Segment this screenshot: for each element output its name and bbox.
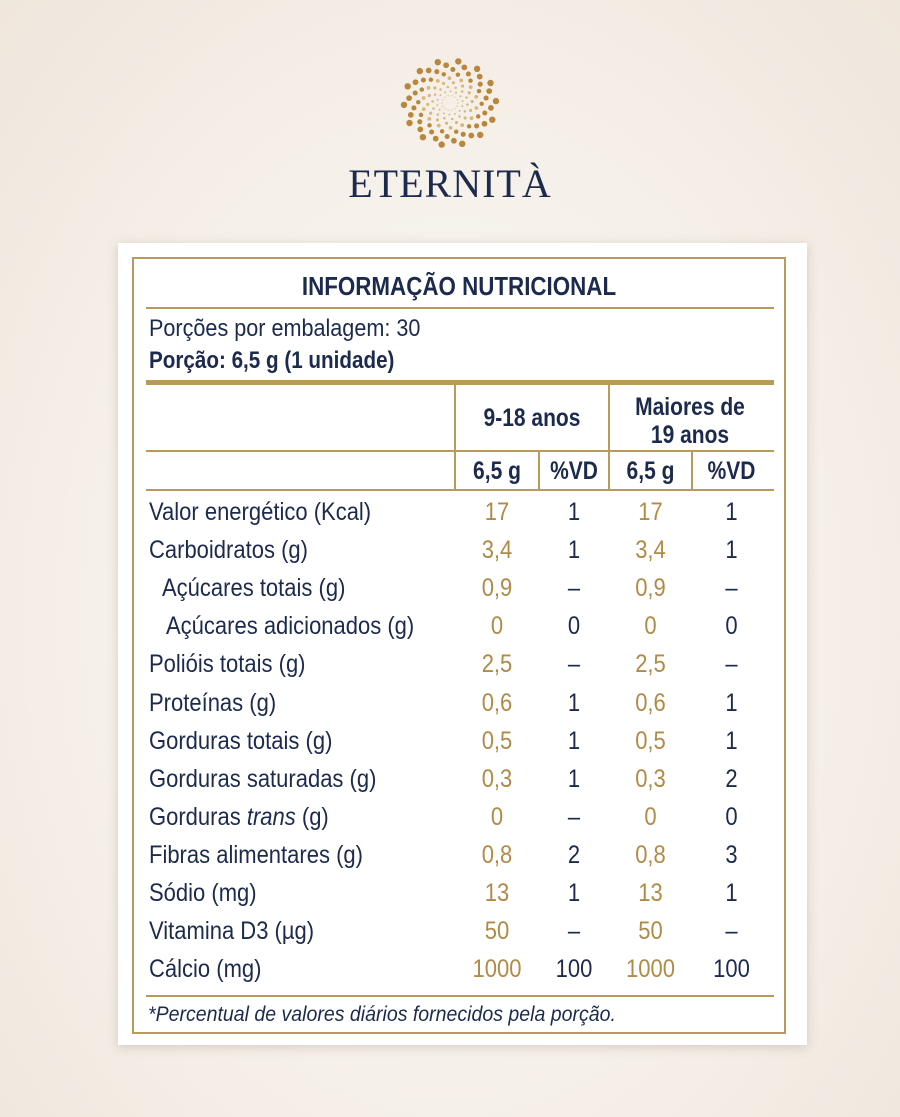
logo-dot bbox=[457, 99, 458, 100]
column-divider bbox=[454, 385, 456, 491]
divider bbox=[146, 995, 774, 997]
logo-dot bbox=[475, 106, 479, 110]
logo-dot bbox=[420, 87, 424, 91]
nutrient-label: Proteínas (g) bbox=[149, 688, 277, 717]
logo-dot bbox=[464, 116, 467, 119]
nutrient-value: – bbox=[725, 917, 738, 946]
group-header-19-plus: Maiores de 19 anos bbox=[635, 393, 745, 449]
nutrient-value: 1 bbox=[725, 688, 738, 717]
nutrient-label: Fibras alimentares (g) bbox=[149, 840, 363, 869]
logo-dot bbox=[437, 113, 440, 116]
nutrient-value: 13 bbox=[638, 879, 663, 907]
logo-dot bbox=[442, 72, 446, 76]
logo-dot bbox=[439, 141, 445, 147]
divider bbox=[146, 307, 774, 309]
logo-dot bbox=[493, 98, 499, 104]
logo-dot bbox=[477, 132, 483, 138]
table-row bbox=[134, 912, 784, 950]
logo-dot bbox=[445, 134, 450, 139]
logo-dot bbox=[468, 91, 471, 94]
logo-dot bbox=[487, 80, 493, 86]
logo-dot bbox=[466, 103, 469, 106]
logo-dot bbox=[413, 79, 419, 85]
nutrient-value: 0,6 bbox=[635, 688, 666, 717]
nutrient-value: 0 bbox=[567, 612, 581, 641]
nutrient-value: – bbox=[567, 650, 581, 679]
logo-dot bbox=[408, 112, 414, 118]
nutrient-value: 100 bbox=[555, 955, 593, 984]
logo-dot bbox=[439, 109, 441, 111]
logo-dot bbox=[416, 100, 420, 104]
logo-dot bbox=[471, 100, 474, 103]
column-divider bbox=[691, 452, 693, 491]
nutrient-value: 1 bbox=[725, 726, 738, 755]
logo-dot bbox=[469, 109, 472, 112]
portion-size: Porção: 6,5 g (1 unidade) bbox=[149, 347, 395, 374]
table-row bbox=[134, 645, 784, 683]
logo-dot bbox=[478, 82, 483, 87]
logo-dot bbox=[433, 136, 439, 142]
logo-dot bbox=[454, 86, 457, 89]
logo-dot bbox=[422, 96, 426, 100]
gold-dotted-spiral-icon bbox=[395, 55, 505, 150]
logo-dot bbox=[448, 76, 452, 80]
logo-dot bbox=[439, 94, 441, 96]
logo-dot bbox=[405, 83, 411, 89]
logo-dot bbox=[484, 96, 489, 101]
logo-dot bbox=[450, 67, 455, 72]
nutrient-value: 0,5 bbox=[635, 726, 666, 755]
logo-dot bbox=[417, 119, 422, 124]
nutrient-value: 1 bbox=[567, 764, 581, 793]
logo-dot bbox=[443, 112, 445, 114]
logo-dot bbox=[406, 120, 412, 126]
nutrient-value: 1 bbox=[567, 688, 581, 717]
logo-dot bbox=[447, 86, 450, 89]
logo-dot bbox=[441, 102, 442, 103]
nutrient-label: Vitamina D3 (µg) bbox=[149, 917, 315, 946]
logo-dot bbox=[470, 116, 474, 120]
nutrient-value: 1 bbox=[567, 498, 581, 526]
nutrient-label: Gorduras saturadas (g) bbox=[149, 764, 377, 793]
logo-dot bbox=[427, 86, 431, 90]
nutrient-value: 1 bbox=[725, 879, 738, 907]
logo-dot bbox=[451, 110, 452, 111]
servings-per-package: Porções por embalagem: 30 bbox=[149, 315, 421, 342]
logo-dot bbox=[468, 133, 474, 139]
nutrient-value: 0,6 bbox=[481, 688, 513, 717]
logo-dot bbox=[459, 141, 465, 147]
logo-dot bbox=[413, 90, 418, 95]
logo-dot bbox=[434, 93, 437, 96]
logo-dot bbox=[461, 65, 467, 71]
logo-dot bbox=[406, 95, 412, 101]
nutrient-value: 1000 bbox=[626, 955, 675, 984]
logo-dot bbox=[421, 78, 426, 83]
logo-dot bbox=[448, 95, 449, 96]
table-row bbox=[134, 531, 784, 569]
logo-dot bbox=[411, 105, 416, 110]
logo-dot bbox=[439, 88, 442, 91]
logo-dot bbox=[420, 134, 426, 140]
logo-dot bbox=[417, 68, 423, 74]
nutrient-value: 0,9 bbox=[481, 574, 513, 603]
nutrient-value: 0 bbox=[490, 802, 504, 831]
logo-dot bbox=[454, 108, 455, 109]
nutrient-value: 100 bbox=[713, 955, 750, 984]
logo-dot bbox=[489, 117, 495, 123]
brand-name: ETERNITÀ bbox=[348, 161, 552, 206]
nutrient-label: Açúcares totais (g) bbox=[162, 574, 346, 603]
logo-dot bbox=[436, 79, 440, 83]
table-title: INFORMAÇÃO NUTRICIONAL bbox=[301, 271, 617, 301]
logo-dot bbox=[467, 124, 471, 128]
logo-dot bbox=[443, 62, 449, 68]
table-row bbox=[134, 950, 784, 988]
nutrient-value: 0 bbox=[725, 612, 738, 641]
logo-dot bbox=[442, 82, 445, 85]
nutrient-value: 0 bbox=[644, 802, 657, 831]
logo-dot bbox=[451, 138, 457, 144]
logo-dot bbox=[419, 113, 423, 117]
table-row bbox=[134, 569, 784, 607]
logo-dot bbox=[444, 97, 445, 98]
nutrient-value: 2 bbox=[567, 840, 581, 869]
divider bbox=[146, 450, 774, 452]
nutrient-value: 0 bbox=[725, 802, 738, 831]
logo-dot bbox=[459, 95, 461, 97]
logo-dot bbox=[461, 85, 464, 88]
logo-dot bbox=[417, 127, 423, 133]
nutrient-value: 0,8 bbox=[635, 840, 666, 869]
logo bbox=[0, 55, 900, 150]
logo-dot bbox=[457, 102, 458, 103]
logo-dot bbox=[433, 86, 436, 89]
table-row bbox=[134, 760, 784, 798]
nutrient-value: 13 bbox=[484, 879, 510, 907]
logo-dot bbox=[461, 132, 466, 137]
logo-dot bbox=[451, 95, 452, 96]
logo-dot bbox=[474, 66, 480, 72]
logo-dot bbox=[455, 121, 458, 124]
nutrient-label: Polióis totais (g) bbox=[149, 650, 306, 679]
logo-dot bbox=[436, 118, 439, 121]
logo-dot bbox=[486, 88, 492, 94]
nutrient-value: – bbox=[725, 574, 738, 603]
nutrient-label: Valor energético (Kcal) bbox=[149, 498, 372, 526]
logo-dot bbox=[432, 107, 435, 110]
nutrient-value: – bbox=[567, 802, 581, 831]
logo-dot bbox=[401, 102, 407, 108]
logo-dot bbox=[443, 117, 446, 120]
logo-dot bbox=[442, 99, 443, 100]
logo-dot bbox=[465, 96, 468, 99]
logo-dot bbox=[455, 92, 457, 94]
logo-dot bbox=[445, 122, 448, 125]
nutrient-value: 3,4 bbox=[481, 536, 513, 565]
subheader-portion: 6,5 g bbox=[626, 457, 675, 485]
logo-dot bbox=[477, 89, 481, 93]
nutrient-label-prefix: Gorduras bbox=[149, 802, 247, 831]
logo-dot bbox=[461, 90, 464, 93]
nutrient-value: 17 bbox=[484, 498, 510, 526]
nutrient-label bbox=[149, 798, 329, 836]
logo-dot bbox=[435, 59, 441, 65]
subheader-vd: %VD bbox=[550, 457, 598, 485]
table-row bbox=[134, 684, 784, 722]
logo-dot bbox=[429, 77, 433, 81]
logo-dot bbox=[460, 123, 464, 127]
logo-dot bbox=[429, 112, 432, 115]
nutrient-label-italic: trans bbox=[246, 802, 296, 831]
logo-dot bbox=[448, 114, 450, 116]
logo-dot bbox=[427, 123, 431, 127]
nutrition-table bbox=[132, 257, 786, 1034]
nutrient-value: 1 bbox=[567, 879, 581, 907]
nutrient-label: Açúcares adicionados (g) bbox=[166, 612, 415, 641]
nutrient-value: 1 bbox=[725, 536, 738, 565]
logo-dot bbox=[442, 106, 443, 107]
nutrient-label: Sódio (mg) bbox=[149, 879, 257, 907]
table-row bbox=[134, 722, 784, 760]
logo-dot bbox=[444, 108, 445, 109]
logo-dot bbox=[428, 94, 431, 97]
nutrient-value: 0,9 bbox=[635, 574, 666, 603]
logo-dot bbox=[454, 113, 456, 115]
nutrient-value: 2,5 bbox=[481, 650, 513, 679]
logo-dot bbox=[466, 71, 471, 76]
logo-dot bbox=[455, 58, 461, 64]
logo-dot bbox=[454, 129, 458, 133]
logo-dot bbox=[426, 103, 429, 106]
nutrient-value: 3,4 bbox=[635, 536, 666, 565]
logo-dot bbox=[468, 78, 472, 82]
nutrient-value: 1 bbox=[567, 536, 581, 565]
table-row bbox=[134, 836, 784, 874]
nutrient-value: 50 bbox=[484, 917, 510, 946]
subheader-vd: %VD bbox=[707, 457, 756, 485]
logo-dot bbox=[474, 123, 479, 128]
nutrient-value: 2 bbox=[725, 764, 738, 793]
nutrient-label: Gorduras totais (g) bbox=[149, 726, 333, 755]
logo-dot bbox=[444, 91, 446, 93]
logo-dot bbox=[431, 100, 434, 103]
logo-dot bbox=[450, 90, 452, 92]
nutrient-value: 1 bbox=[725, 498, 738, 526]
logo-dot bbox=[476, 114, 480, 118]
nutrition-card bbox=[118, 243, 807, 1045]
logo-dot bbox=[426, 68, 432, 74]
logo-dot bbox=[427, 117, 431, 121]
logo-dot bbox=[459, 110, 461, 112]
logo-dot bbox=[477, 74, 483, 80]
footnote: *Percentual de valores diários fornecidos pela porção. bbox=[148, 1003, 616, 1026]
nutrient-value: 0,8 bbox=[481, 840, 513, 869]
logo-dot bbox=[429, 129, 434, 134]
logo-dot bbox=[449, 126, 453, 130]
logo-dot bbox=[440, 129, 444, 133]
logo-dot bbox=[474, 95, 478, 99]
nutrient-value: 0,5 bbox=[481, 726, 513, 755]
nutrient-value: 50 bbox=[638, 917, 663, 946]
logo-dot bbox=[434, 69, 439, 74]
thick-divider bbox=[146, 380, 774, 385]
nutrient-value: – bbox=[725, 650, 738, 679]
nutrient-value: – bbox=[567, 917, 581, 946]
nutrient-value: 1000 bbox=[472, 955, 522, 984]
column-divider bbox=[608, 385, 610, 491]
nutrient-value: 0,3 bbox=[481, 764, 513, 793]
subheader-portion: 6,5 g bbox=[473, 457, 521, 485]
divider bbox=[146, 489, 774, 491]
nutrient-value: 0,3 bbox=[635, 764, 666, 793]
logo-dot bbox=[456, 72, 460, 76]
logo-dot bbox=[452, 81, 455, 84]
logo-dot bbox=[464, 110, 467, 113]
logo-dot bbox=[454, 97, 455, 98]
logo-dot bbox=[461, 105, 463, 107]
logo-dot bbox=[422, 107, 426, 111]
logo-dot bbox=[448, 110, 449, 111]
group-header-9-18: 9-18 anos bbox=[483, 404, 581, 432]
nutrient-value: 3 bbox=[725, 840, 738, 869]
table-row bbox=[134, 607, 784, 645]
nutrient-value: 0 bbox=[490, 612, 504, 641]
logo-dot bbox=[469, 85, 473, 89]
logo-dot bbox=[437, 99, 439, 101]
table-row bbox=[134, 493, 784, 531]
logo-dot bbox=[436, 104, 438, 106]
logo-dot bbox=[451, 118, 454, 121]
logo-dot bbox=[458, 115, 461, 118]
nutrient-value: 2,5 bbox=[635, 650, 666, 679]
logo-dot bbox=[482, 110, 487, 115]
logo-dot bbox=[462, 100, 464, 102]
nutrient-label: Cálcio (mg) bbox=[149, 955, 262, 984]
nutrient-value: 0 bbox=[644, 612, 657, 641]
nutrient-value: – bbox=[567, 574, 581, 603]
nutrient-value: 1 bbox=[567, 726, 581, 755]
logo-dot bbox=[488, 105, 494, 111]
nutrient-label-suffix: (g) bbox=[295, 802, 329, 831]
nutrient-value: 17 bbox=[638, 498, 663, 526]
nutrient-label: Carboidratos (g) bbox=[149, 536, 308, 565]
logo-dot bbox=[457, 106, 458, 107]
table-row bbox=[134, 874, 784, 912]
table-row bbox=[134, 798, 784, 836]
logo-dot bbox=[437, 124, 441, 128]
column-divider bbox=[538, 452, 540, 491]
logo-dot bbox=[479, 102, 483, 106]
logo-dot bbox=[482, 121, 488, 127]
logo-dot bbox=[459, 79, 463, 83]
